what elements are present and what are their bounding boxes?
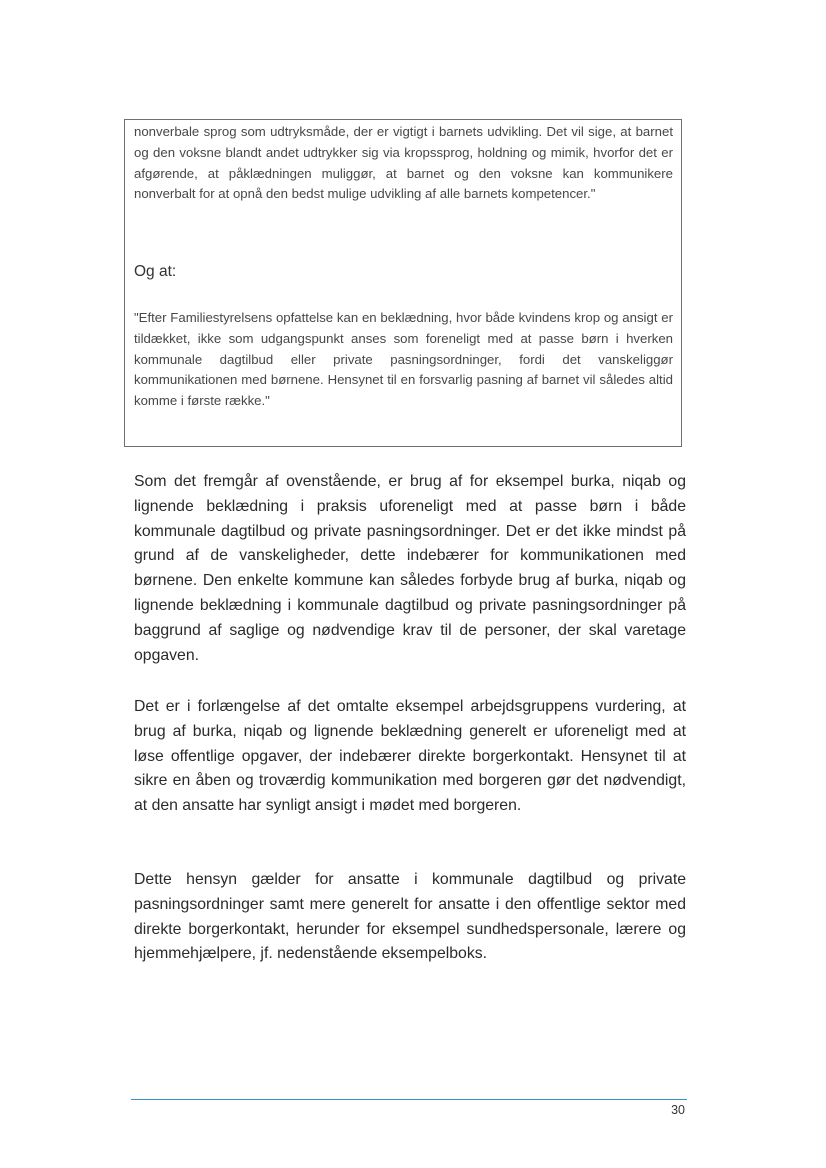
quote-connector: Og at: xyxy=(134,263,177,280)
body-paragraph-3: Dette hensyn gælder for ansatte i kommunale dagtilbud og private pasningsordninger samt mere generelt for ansatte i den offentlige sektor med direkte borgerkontakt, herunder for eksempel sundhedspersonale, lærere og hjemmehjælpere, jf. nedenstående eksempelboks. xyxy=(134,871,686,963)
body-paragraph-2: Det er i forlængelse af det omtalte eksempel arbejdsgruppens vurdering, at brug af burka, niqab og lignende beklædning generelt er uforeneligt med at løse offentlige opgaver, der indebærer direkte borgerkontakt. Hensynet til at sikre en åben og troværdig kommunikation med borgeren gør det nødvendigt, at den ansatte har synligt ansigt i mødet med borgeren. xyxy=(134,698,686,815)
quote-paragraph-1: nonverbale sprog som udtryksmåde, der er vigtigt i barnets udvikling. Det vil sige, at barnet og den voksne blandt andet udtrykker sig via kropssprog, holdning og mimik, hvorfor det er afgørende, at påklædningen muliggør, at barnet og den voksne kan kommunikere nonverbalt for at opnå den bedst mulige udvikling af alle barnets kompetencer." xyxy=(134,124,673,202)
page-number: 30 xyxy=(671,1103,685,1117)
quote-paragraph-2: "Efter Familiestyrelsens opfattelse kan en beklædning, hvor både kvindens krop og ansigt er tildækket, ikke som udgangspunkt anses som foreneligt med at passe børn i hverken kommunale dagtilbud eller private pasningsordninger, fordi det vanskeliggør kommunikationen med børnene. Hensynet til en forsvarlig pasning af barnet vil således altid komme i første række." xyxy=(134,310,673,409)
body-paragraph-1: Som det fremgår af ovenstående, er brug af for eksempel burka, niqab og lignende beklædning i praksis uforeneligt med at passe børn i både kommunale dagtilbud og private pasningsordninger. Det er det ikke mindst på grund af de vanskeligheder, dette indebærer for kommunikationen med børnene. Den enkelte kommune kan således forbyde brug af burka, niqab og lignende beklædning i kommunale dagtilbud og private pasningsordninger på baggrund af saglige og nødvendige krav til de personer, der skal varetage opgaven. xyxy=(134,473,686,664)
footer-rule xyxy=(131,1099,687,1100)
quote-box xyxy=(124,119,682,447)
